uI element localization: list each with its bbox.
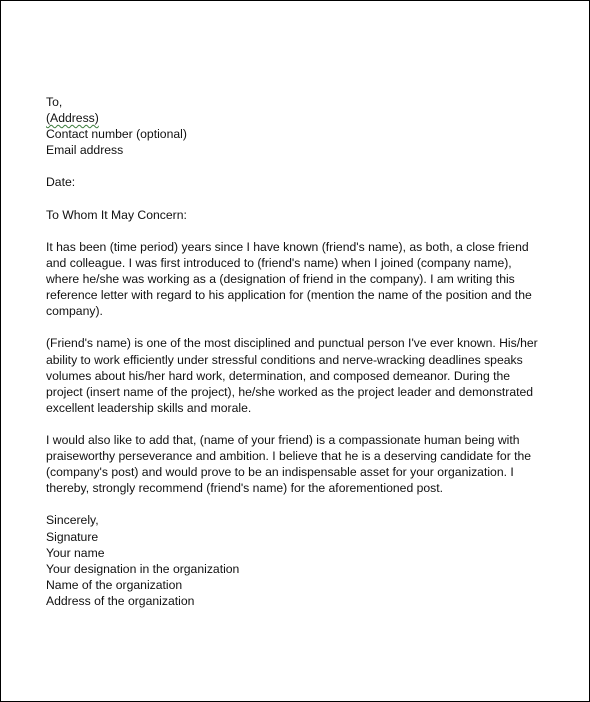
paragraph-line: where he/she was working as a (designation of friend in the company). I am writing this <box>46 272 515 287</box>
recipient-block <box>46 94 546 158</box>
closing-designation: Your designation in the organization <box>46 561 240 576</box>
paragraph-line: volumes about his/her hard work, determination, and composed demeanor. During the <box>46 368 511 383</box>
paragraph-line: thereby, strongly recommend (friend's name) for the aforementioned post. <box>46 481 444 496</box>
closing-org-address: Address of the organization <box>46 593 195 608</box>
paragraph-1 <box>46 239 546 319</box>
spacer <box>46 158 546 174</box>
spacer <box>46 223 546 239</box>
spacer <box>46 191 546 207</box>
paragraph-line: ability to work efficiently under stressful conditions and nerve-wracking deadlines speaks <box>46 352 523 367</box>
address-text: (Address) <box>46 111 99 126</box>
to-line: To, <box>46 95 63 109</box>
paragraph-line: and colleague. I was first introduced to (friend's name) when I joined (company name), <box>46 255 512 270</box>
spacer <box>46 416 546 432</box>
closing-sincerely: Sincerely, <box>46 513 99 528</box>
paragraph-line: project (insert name of the project), he/she worked as the project leader and demonstrated <box>46 384 534 399</box>
email-line: Email address <box>46 143 124 158</box>
paragraph-line: (company's post) and would prove to be an indispensable asset for your organization. I <box>46 465 514 480</box>
spacer <box>46 496 546 512</box>
paragraph-line: company). <box>46 304 103 319</box>
paragraph-2 <box>46 335 546 415</box>
paragraph-line: excellent leadership skills and morale. <box>46 400 252 415</box>
paragraph-line: It has been (time period) years since I have known (friend's name), as both, a close friend <box>46 239 529 254</box>
closing-signature: Signature <box>46 529 99 544</box>
date-line: Date: <box>46 175 76 190</box>
paragraph-3 <box>46 432 546 496</box>
paragraph-line: reference letter with regard to his application for (mention the name of the position and the <box>46 288 532 303</box>
closing-block <box>46 512 546 609</box>
paragraph-line: praiseworthy perseverance and ambition. I believe that he is a deserving candidate for the <box>46 449 532 464</box>
spacer <box>46 319 546 335</box>
letter-body <box>46 94 546 609</box>
paragraph-line: I would also like to add that, (name of your friend) is a compassionate human being with <box>46 432 520 447</box>
contact-line: Contact number (optional) <box>46 127 187 142</box>
closing-name: Your name <box>46 545 105 560</box>
salutation: To Whom It May Concern: <box>46 207 187 222</box>
closing-org-name: Name of the organization <box>46 577 183 592</box>
paragraph-line: (Friend's name) is one of the most disciplined and punctual person I've ever known. His/her <box>46 336 538 351</box>
address-line <box>46 110 546 126</box>
